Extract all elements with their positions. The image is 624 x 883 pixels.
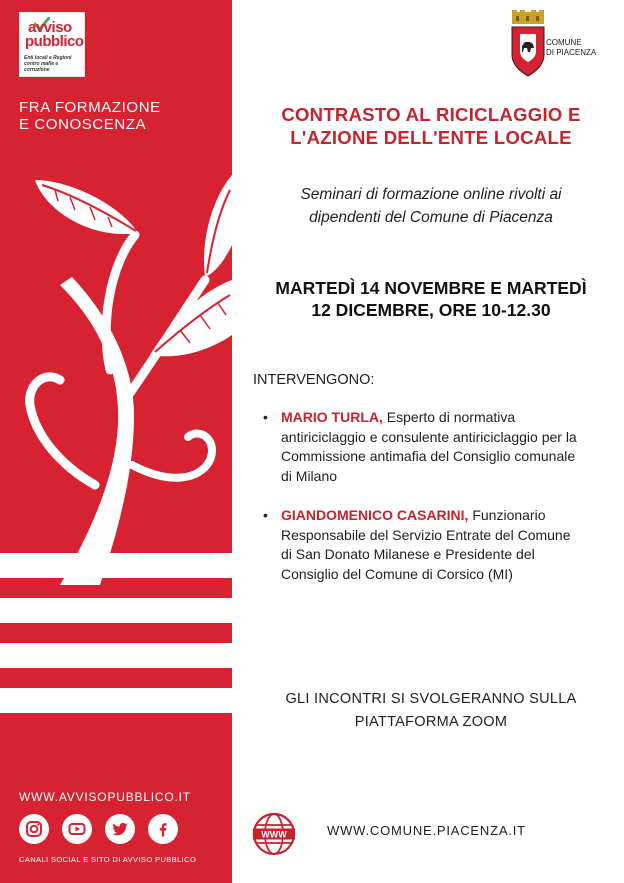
- comune-piacenza-crest: [510, 10, 546, 80]
- subtitle: [238, 183, 624, 229]
- dates-line2: 12 DICEMBRE, ORE 10-12.30: [311, 300, 551, 320]
- subtitle-line1: Seminari di formazione online rivolti ai: [300, 186, 562, 203]
- comune-name-line1: COMUNE: [546, 38, 582, 47]
- event-dates: [238, 277, 624, 321]
- comune-site-url[interactable]: WWW.COMUNE.PIACENZA.IT: [327, 823, 526, 838]
- leaf-right: [130, 210, 205, 283]
- logo-word-pubblico: pubblico: [25, 33, 84, 50]
- headline: [238, 103, 624, 149]
- speakers-list: [263, 408, 583, 584]
- comune-name: [546, 38, 596, 58]
- twitter-icon[interactable]: [105, 814, 135, 844]
- logo-word-avviso: avviso: [28, 19, 72, 36]
- band-title-line2: E CONOSCENZA: [19, 116, 147, 133]
- speaker-name: GIANDOMENICO CASARINI,: [281, 507, 469, 523]
- tree-trunk: [60, 277, 134, 585]
- zoom-line1: GLI INCONTRI SI SVOLGERANNO SULLA: [285, 691, 577, 707]
- list-item: [263, 408, 583, 486]
- instagram-icon[interactable]: [19, 814, 49, 844]
- speakers-heading: INTERVENGONO:: [253, 372, 375, 388]
- dates-line1: MARTEDÌ 14 NOVEMBRE E MARTEDÌ: [275, 278, 587, 298]
- social-icons: [19, 814, 178, 844]
- logo-tagline: Enti locali e Regioni contro mafie e corruzione: [24, 55, 72, 73]
- avviso-pubblico-logo[interactable]: [19, 12, 85, 77]
- subtitle-line2: dipendenti del Comune di Piacenza: [309, 209, 553, 226]
- speaker-description: Esperto di normativa antiriciclaggio e consulente antiriciclaggio per la Commissione antimafia del Consiglio comunale di Milano: [281, 409, 577, 484]
- tree-illustration: [0, 165, 232, 755]
- list-item: [263, 506, 583, 584]
- band-title-line1: FRA FORMAZIONE: [19, 99, 161, 116]
- speaker-name: MARIO TURLA,: [281, 409, 383, 425]
- headline-line2: L'AZIONE DELL'ENTE LOCALE: [290, 127, 572, 148]
- zoom-line2: PIATTAFORMA ZOOM: [354, 714, 508, 730]
- band-title: [19, 99, 219, 133]
- social-caption: CANALI SOCIAL E SITO DI AVVISO PUBBLICO: [19, 855, 197, 864]
- speaker-description: Funzionario Responsabile del Servizio Entrate del Comune di San Donato Milanese e Presidente del Consiglio del Comune di Corsico (MI): [281, 507, 571, 582]
- facebook-icon[interactable]: [148, 814, 178, 844]
- stripes: [0, 553, 232, 713]
- zoom-notice: [238, 688, 624, 734]
- comune-name-line2: DI PIACENZA: [546, 48, 597, 57]
- youtube-icon[interactable]: [62, 814, 92, 844]
- globe-www-icon[interactable]: [252, 812, 296, 856]
- left-red-band: [0, 0, 232, 883]
- avviso-site-url[interactable]: WWW.AVVISOPUBBLICO.IT: [19, 790, 191, 804]
- www-icon-label: WWW: [261, 829, 287, 840]
- headline-line1: CONTRASTO AL RICICLAGGIO E: [281, 104, 581, 125]
